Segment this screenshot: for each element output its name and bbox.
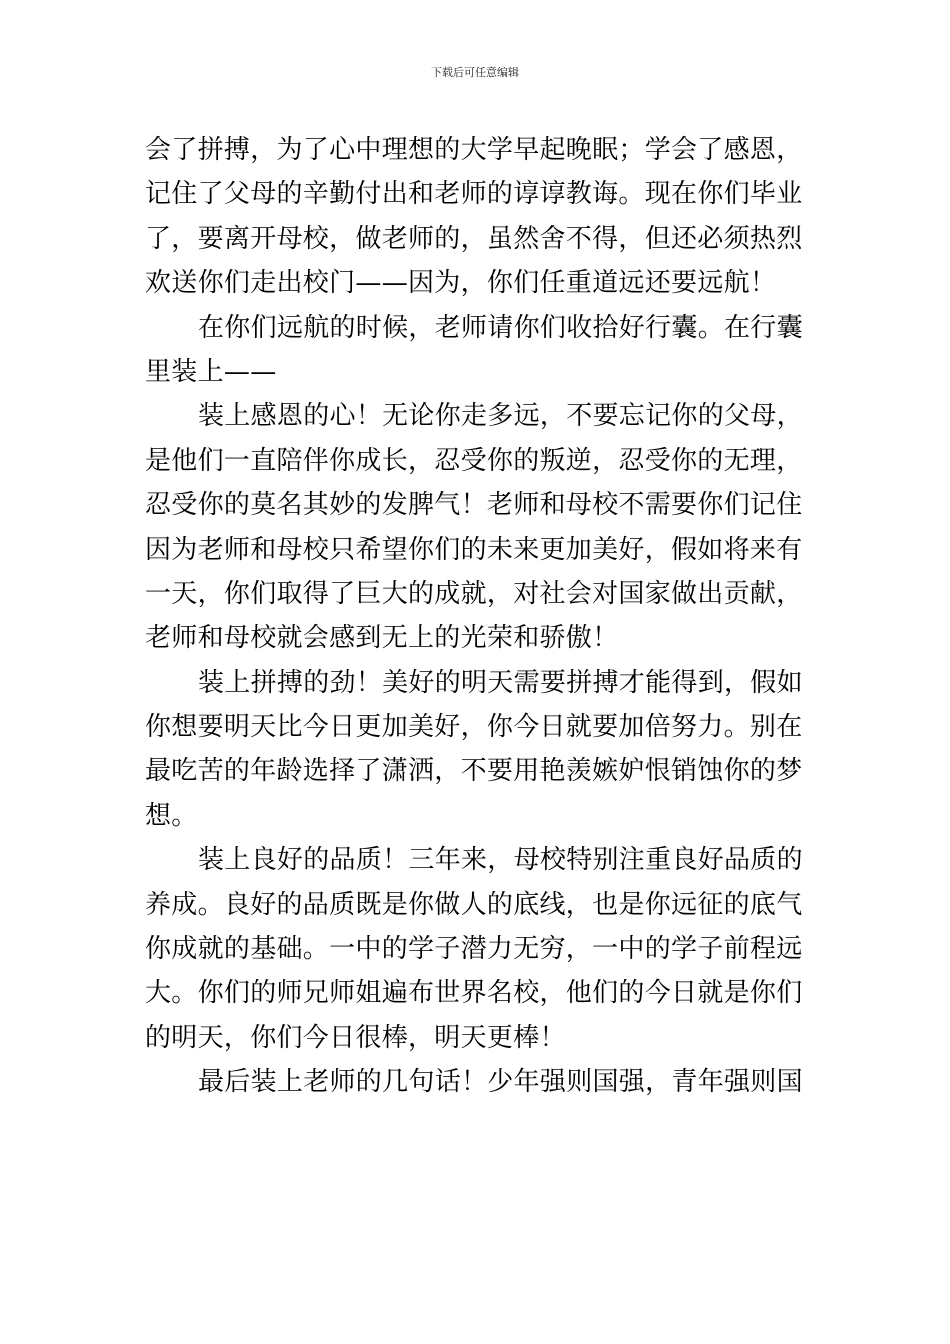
text-line: 老师和母校就会感到无上的光荣和骄傲！ xyxy=(145,623,619,654)
text-line: 会了拼搏，为了心中理想的大学早起晚眠；学会了感恩， xyxy=(145,135,803,165)
text-line: 了，要离开母校，做老师的，虽然舍不得，但还必须热烈 xyxy=(145,223,803,254)
text-line: 是他们一直陪伴你成长，忍受你的叛逆，忍受你的无理， xyxy=(145,445,803,476)
body-text xyxy=(145,128,809,1105)
paragraph-first-line: 最后装上老师的几句话！少年强则国强，青年强则国 xyxy=(198,1067,803,1098)
paragraph-first-line: 装上感恩的心！无论你走多远，不要忘记你的父母， xyxy=(198,401,803,432)
text-line: 想。 xyxy=(145,800,198,831)
text-line: 欢送你们走出校门——因为，你们任重道远还要远航！ xyxy=(145,268,777,299)
paragraph-first-line: 装上良好的品质！三年来，母校特别注重良好品质的 xyxy=(198,845,803,876)
text-line: 你想要明天比今日更加美好，你今日就要加倍努力。别在 xyxy=(145,712,803,743)
text-line: 因为老师和母校只希望你们的未来更加美好，假如将来有 xyxy=(145,534,803,565)
text-line: 最吃苦的年龄选择了潇洒，不要用艳羡嫉妒恨销蚀你的梦 xyxy=(145,756,803,787)
text-line: 里装上—— xyxy=(145,356,277,387)
text-line: 养成。良好的品质既是你做人的底线，也是你远征的底气 xyxy=(145,889,803,920)
text-line: 一天，你们取得了巨大的成就，对社会对国家做出贡献， xyxy=(145,578,803,609)
text-line: 记住了父母的辛勤付出和老师的谆谆教诲。现在你们毕业 xyxy=(145,179,803,210)
paragraph-first-line: 在你们远航的时候，老师请你们收拾好行囊。在行囊 xyxy=(198,312,803,343)
text-line: 的明天，你们今日很棒，明天更棒！ xyxy=(145,1022,566,1053)
text-line: 大。你们的师兄师姐遍布世界名校，他们的今日就是你们 xyxy=(145,978,803,1009)
text-line: 你成就的基础。一中的学子潜力无穷，一中的学子前程远 xyxy=(145,934,803,965)
paragraph-first-line: 装上拼搏的劲！美好的明天需要拼搏才能得到，假如 xyxy=(198,667,803,698)
page-header: 下载后可任意编辑 xyxy=(431,66,519,79)
text-line: 忍受你的莫名其妙的发脾气！老师和母校不需要你们记住 xyxy=(145,490,803,521)
